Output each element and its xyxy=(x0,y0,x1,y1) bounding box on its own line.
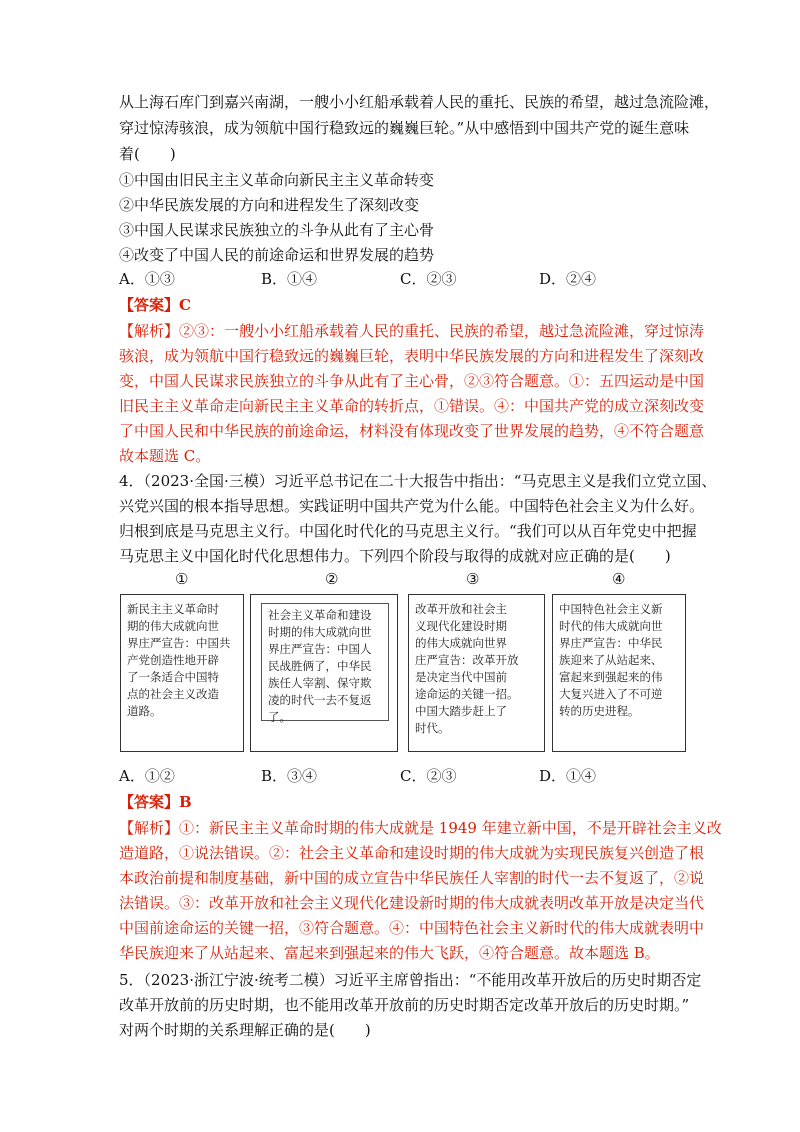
q3-analysis-line-3: 变，中国人民谋求民族独立的斗争从此有了主心骨，②③符合题意。①：五四运动是中国 xyxy=(119,372,705,390)
q4-option-b: B．③④ xyxy=(261,767,318,785)
q3-analysis-line-1: 【解析】②③：一艘小小红船承载着人民的重托、民族的希望，越过急流险滩，穿过惊涛 xyxy=(119,322,705,340)
q4-box-1-text: 新民主主义革命时 期的伟大成就向世 界庄严宣告：中国共 产党创造性地开辟 了一条适合中国特 点的社会主义改造 道路。 xyxy=(127,602,231,718)
q4-analysis-line-3: 本政治前提和制度基础，新中国的成立宣告中华民族任人宰割的时代一去不复返了，②说 xyxy=(119,869,705,887)
q3-item-4: ④改变了中国人民的前途命运和世界发展的趋势 xyxy=(119,246,435,264)
q3-option-a: A．①③ xyxy=(119,270,175,288)
q4-box-number-3: ③ xyxy=(466,570,480,588)
q5-stem-line-2: 改革开放前的历史时期，也不能用改革开放前的历史时期否定改革开放后的历史时期。” xyxy=(119,996,690,1014)
q3-analysis-line-6: 故本题选 C。 xyxy=(119,447,211,465)
q4-answer-label: 【答案】 xyxy=(119,793,180,811)
q4-option-c: C．②③ xyxy=(400,767,457,785)
q4-box-number-2: ② xyxy=(325,570,339,588)
q3-analysis-line-4: 旧民主主义革命走向新民主主义革命的转折点，①错误。④：中国共产党的成立深刻改变 xyxy=(119,397,705,415)
q3-item-2: ②中华民族发展的方向和进程发生了深刻改变 xyxy=(119,196,420,214)
q4-stem-line-1: 4．（2023·全国·三模）习近平总书记在二十大报告中指出：“马克思主义是我们立党立国、 xyxy=(119,472,717,490)
q4-answer xyxy=(119,792,192,812)
q4-stem-line-4: 马克思主义中国化时代化思想伟力。下列四个阶段与取得的成就对应正确的是( ) xyxy=(119,547,671,565)
q4-stem-line-3: 归根到底是马克思主义行。中国化时代化的马克思主义行。“我们可以从百年党史中把握 xyxy=(119,522,697,540)
q4-stem-line-2: 兴党兴国的根本指导思想。实践证明中国共产党为什么能。中国特色社会主义为什么好。 xyxy=(119,497,705,515)
q4-box-1 xyxy=(120,594,244,752)
q4-box-number-4: ④ xyxy=(612,570,626,588)
q3-option-d: D．②④ xyxy=(539,270,597,288)
q4-answer-value: B xyxy=(179,793,192,811)
q3-item-1: ①中国由旧民主主义革命向新民主主义革命转变 xyxy=(119,171,435,189)
q4-box-4-text: 中国特色社会主义新 时代的伟大成就向世 界庄严宣告：中华民 族迎来了从站起来、 富起来到强起来的伟 大复兴进入了不可逆 转的历史进程。 xyxy=(559,602,663,718)
q3-item-3: ③中国人民谋求民族独立的斗争从此有了主心骨 xyxy=(119,221,435,239)
q3-answer xyxy=(119,295,191,315)
q5-stem-line-3: 对两个时期的关系理解正确的是( ) xyxy=(119,1021,371,1039)
q4-analysis-line-1: 【解析】①：新民主主义革命时期的伟大成就是 1949 年建立新中国，不是开辟社会主义改 xyxy=(119,819,722,837)
q3-analysis-line-5: 了中国人民和中华民族的前途命运，材料没有体现改变了世界发展的趋势，④不符合题意 xyxy=(119,422,705,440)
q4-box-4 xyxy=(552,594,686,752)
q4-box-2 xyxy=(250,594,398,752)
q3-stem-line-3: 着( ) xyxy=(119,145,176,163)
q4-analysis-line-5: 中国前途命运的关键一招，③符合题意。④：中国特色社会主义新时代的伟大成就表明中 xyxy=(119,919,705,937)
q3-stem-line-2: 穿过惊涛骇浪，成为领航中国行稳致远的巍巍巨轮。”从中感悟到中国共产党的诞生意味 xyxy=(119,119,690,137)
q3-answer-value: C xyxy=(179,296,191,314)
q4-analysis-line-4: 法错误。③：改革开放和社会主义现代化建设新时期的伟大成就表明改革开放是决定当代 xyxy=(119,894,705,912)
q4-box-number-1: ① xyxy=(175,570,189,588)
q4-analysis-line-2: 造道路，①说法错误。②：社会主义革命和建设时期的伟大成就为实现民族复兴创造了根 xyxy=(119,844,705,862)
q3-option-c: C．②③ xyxy=(400,270,457,288)
q4-analysis-line-6: 华民族迎来了从站起来、富起来到强起来的伟大飞跃，④符合题意。故本题选 B。 xyxy=(119,944,660,962)
q3-answer-label: 【答案】 xyxy=(119,296,180,314)
q3-option-b: B．①④ xyxy=(261,270,318,288)
q4-option-d: D．①④ xyxy=(539,767,597,785)
q4-option-a: A．①② xyxy=(119,767,175,785)
q4-box-2-text: 社会主义革命和建设 时期的伟大成就向世 界庄严宣告：中国人 民战胜俩了，中华民 族任人宰割、保守欺 凌的时代一去不复返 了。 xyxy=(261,603,389,721)
q3-analysis-line-2: 骇浪，成为领航中国行稳致远的巍巍巨轮，表明中华民族发展的方向和进程发生了深刻改 xyxy=(119,347,705,365)
q4-box-3 xyxy=(408,594,545,752)
q4-box-3-text: 改革开放和社会主 义现代化建设时期 的伟大成就向世界 庄严宣告：改革开放 是决定当代中国前 途命运的关键一招。 中国大踏步赶上了 时代。 xyxy=(415,602,519,735)
q5-stem-line-1: 5．（2023·浙江宁波·统考二模）习近平主席曾指出：“不能用改革开放后的历史时期否定 xyxy=(119,971,702,989)
q3-stem-line-1: 从上海石库门到嘉兴南湖，一艘小小红船承载着人民的重托、民族的希望，越过急流险滩， xyxy=(119,93,720,111)
